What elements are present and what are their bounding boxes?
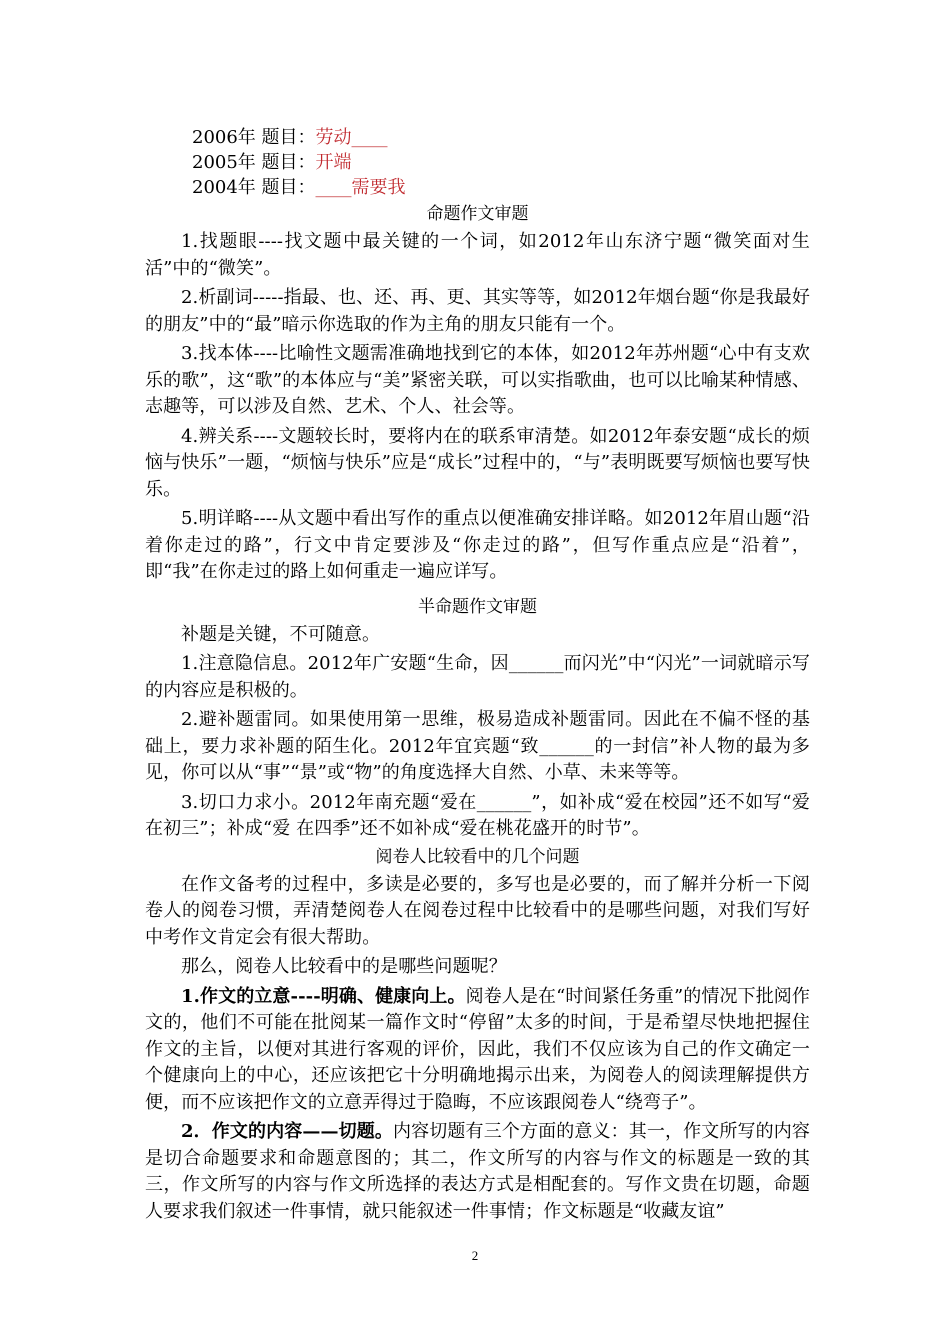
point-heading: 2．作文的内容——切题。 (181, 1121, 394, 1142)
topic-text: 开端 (315, 152, 352, 173)
page-number: 2 (471, 1248, 479, 1263)
section-heading: 半命题作文审题 (418, 596, 537, 617)
point-text: 内容切题有三个方面的意义：其一，作文所写的内容是切合命题要求和命题意图的；其二，作文所写的内容与作文的标题是一致的其三，作文所写的内容与作文所选择的表达方式是相配套的。写作文贵在切题，命题人要求我们叙述一件事情，就只能叙述一件事情；作文标题是“收藏友谊” (145, 1121, 810, 1222)
paragraph: 3.找本体----比喻性文题需准确地找到它的本体，如2012年苏州题“心中有支欢乐的歌”，这“歌”的本体应与“美”紧密关联，可以实指歌曲，也可以比喻某种情感、志趣等，可以涉及自然、艺术、个人、社会等。 (145, 343, 810, 417)
paragraph: 1.找题眼----找文题中最关键的一个词，如2012年山东济宁题“微笑面对生活”中的“微笑”。 (145, 231, 810, 279)
paragraph: 1.注意隐信息。2012年广安题“生命，因______而闪光”中“闪光”一词就暗示写的内容应是积极的。 (145, 653, 810, 701)
paragraph (145, 1119, 810, 1225)
year-row (145, 175, 810, 200)
page-content (145, 125, 810, 1228)
year-row (145, 150, 810, 175)
section-heading: 阅卷人比较看中的几个问题 (375, 846, 580, 867)
paragraph: 3.切口力求小。2012年南充题“爱在______”，如补成“爱在校园”还不如写“爱在初三”；补成“爱 在四季”还不如补成“爱在桃花盛开的时节”。 (145, 791, 810, 839)
year-label: 2006年 (192, 127, 256, 148)
topic-prefix: 题目： (255, 177, 316, 198)
topic-prefix: 题目： (255, 152, 316, 173)
topic-text: 劳动____ (315, 127, 388, 148)
paragraph: 5.明详略----从文题中看出写作的重点以便准确安排详略。如2012年眉山题“沿着你走过的路”，行文中肯定要涉及“你走过的路”，但写作重点应是“沿着”，即“我”在你走过的路上如何重走一遍应详写。 (145, 508, 810, 582)
year-row (145, 125, 810, 150)
point-heading: 1.作文的立意----明确、健康向上。 (181, 985, 466, 1007)
paragraph: 2.避补题雷同。如果使用第一思维，极易造成补题雷同。因此在不偏不怪的基础上，要力求补题的陌生化。2012年宜宾题“致______的一封信”补人物的最为多见，你可以从“事”“景”或“物”的角度选择大自然、小草、未来等等。 (145, 709, 810, 783)
paragraph: 补题是关键，不可随意。 (181, 623, 381, 645)
paragraph: 2.析副词-----指最、也、还、再、更、其实等等，如2012年烟台题“你是我最好的朋友”中的“最”暗示你选取的作为主角的朋友只能有一个。 (145, 287, 810, 335)
paragraph: 那么，阅卷人比较看中的是哪些问题呢？ (181, 956, 507, 977)
point-text: 阅卷人是在“时间紧任务重”的情况下批阅作文的，他们不可能在批阅某一篇作文时“停留”太多的时间，于是希望尽快地把握住作文的主旨，以便对其进行客观的评价，因此，我们不仅应该为自己的作文确定一个健康向上的中心，还应该把它十分明确地揭示出来，为阅卷人的阅读理解提供方便，而不应该把作文的立意弄得过于隐晦，不应该跟阅卷人“绕弯子”。 (145, 985, 811, 1113)
topic-text: ____需要我 (315, 177, 406, 198)
year-label: 2005年 (192, 152, 256, 173)
paragraph (145, 984, 810, 1117)
section-heading: 命题作文审题 (426, 204, 529, 224)
topic-prefix: 题目： (255, 127, 316, 148)
year-label: 2004年 (192, 177, 256, 198)
paragraph: 4.辨关系----文题较长时，要将内在的联系审清楚。如2012年泰安题“成长的烦恼与快乐”一题，“烦恼与快乐”应是“成长”过程中的，“与”表明既要写烦恼也要写快乐。 (145, 425, 810, 500)
paragraph: 在作文备考的过程中，多读是必要的，多写也是必要的，而了解并分析一下阅卷人的阅卷习惯，弄清楚阅卷人在阅卷过程中比较看中的是哪些问题，对我们写好中考作文肯定会有很大帮助。 (145, 873, 810, 948)
